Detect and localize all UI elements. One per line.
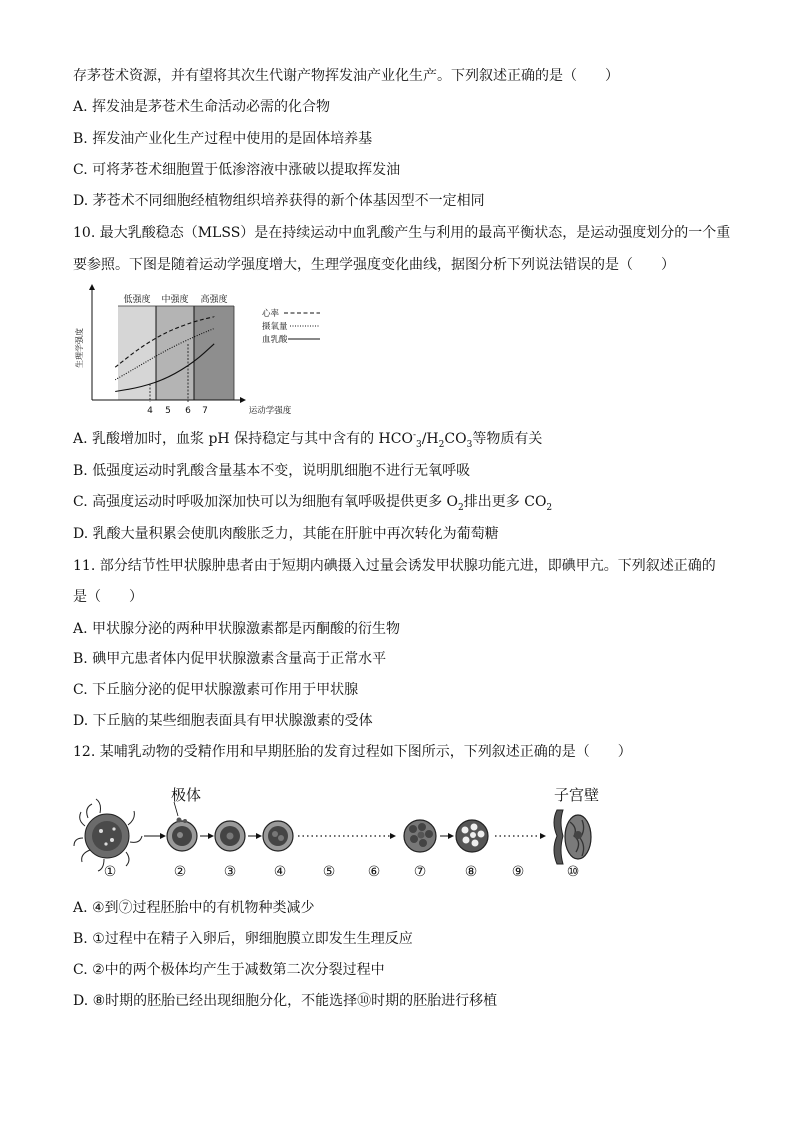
legend-lactate-label: 血乳酸 [262,335,288,345]
x-tick-4: 4 [147,406,153,416]
stage-label-5: ⑤ [322,864,336,880]
uterus-wall-label: 子宫壁 [554,786,600,804]
q12-embryo-figure [70,780,610,885]
y-axis-label: 生理学强度 [75,328,84,368]
x-tick-6: 6 [185,406,191,416]
x-tick-7: 7 [202,406,208,416]
dotted-arrow-4-7-head [390,833,396,839]
q11-option-c: C. 下丘脑分泌的促甲状腺激素可作用于甲状腺 [73,682,359,698]
q10-option-b: B. 低强度运动时乳酸含量基本不变，说明肌细胞不进行无氧呼吸 [73,463,471,479]
stage-3-cell [215,821,245,851]
dotted-arrow-8-10-head [540,833,546,839]
q9-option-b: B. 挥发油产业化生产过程中使用的是固体培养基 [73,131,373,147]
stage-label-2: ② [173,864,187,880]
y-axis-arrow [89,284,95,290]
q12-option-c: C. ②中的两个极体均产生于减数第二次分裂过程中 [73,962,385,978]
stage-label-10: ⑩ [566,864,580,880]
stage-2-zygote [167,818,197,852]
stage-4-cell [263,821,293,851]
polar-body-label: 极体 [171,786,202,804]
x-tick-5: 5 [165,406,171,416]
legend-oxygen-label: 摄氧量 [262,322,288,332]
q9-stem-tail: 存茅苍术资源，并有望将其次生代谢产物挥发油产业化生产。下列叙述正确的是（ ） [73,68,619,84]
q11-option-b: B. 碘甲亢患者体内促甲状腺激素含量高于正常水平 [73,651,387,667]
legend-heart-rate-label: 心率 [262,309,280,319]
q10-chart [72,284,332,420]
x-axis-arrow [240,397,246,403]
zone-label-high: 高强度 [200,295,228,305]
q10-option-d: D. 乳酸大量积累会使肌肉酸胀乏力，其能在肝脏中再次转化为葡萄糖 [73,526,499,542]
q11-stem-line2: 是（ ） [73,589,143,605]
polar-body-pointer [174,802,178,816]
q10-stem-line1: 10. 最大乳酸稳态（MLSS）是在持续运动中血乳酸产生与利用的最高平衡状态，是运动强度划分的一个重 [73,225,731,241]
stage-10-implantation [554,810,591,864]
arrow-3-4-head [256,833,262,839]
stage-1-fertilization [74,799,142,871]
arrow-1-2-head [160,833,166,839]
q11-option-d: D. 下丘脑的某些细胞表面具有甲状腺激素的受体 [73,713,373,729]
x-axis-label: 运动学强度 [248,406,292,416]
stage-label-6: ⑥ [367,864,381,880]
stage-labels [104,864,580,880]
stage-label-4: ④ [273,864,287,880]
stage-label-7: ⑦ [413,864,427,880]
arrow-2-3-head [208,833,214,839]
stage-8-blastocyst [456,820,488,852]
q11-option-a: A. 甲状腺分泌的两种甲状腺激素都是丙酮酸的衍生物 [73,621,401,637]
q9-option-d: D. 茅苍术不同细胞经植物组织培养获得的新个体基因型不一定相同 [73,193,485,209]
zone-label-mid: 中强度 [161,295,189,305]
stage-label-3: ③ [223,864,237,880]
stage-label-1: ① [103,864,117,880]
q10-option-a: A. 乳酸增加时，血浆 pH 保持稳定与其中含有的 $HCO^-_3/H_2CO_3$等物质有关 [73,430,543,450]
q10-stem-line2: 要参照。下图是随着运动学强度增大，生理学强度变化曲线，据图分析下列说法错误的是（ ） [73,257,675,273]
q12-stem: 12. 某哺乳动物的受精作用和早期胚胎的发育过程如下图所示，下列叙述正确的是（ ） [73,744,632,760]
q9-option-a: A. 挥发油是茅苍术生命活动必需的化合物 [73,99,331,115]
q12-option-a: A. ④到⑦过程胚胎中的有机物种类减少 [73,900,315,916]
stage-label-9: ⑨ [511,864,525,880]
zone-label-low: 低强度 [123,295,151,305]
q10-option-c: C. 高强度运动时呼吸加深加快可以为细胞有氧呼吸提供更多 $O_2$排出更多 $CO_2$ [73,494,553,513]
q11-stem-line1: 11. 部分结节性甲状腺肿患者由于短期内碘摄入过量会诱发甲状腺功能亢进，即碘甲亢。下列叙述正确的 [73,558,716,574]
q12-option-b: B. ①过程中在精子入卵后，卵细胞膜立即发生生理反应 [73,931,413,947]
q9-option-c: C. 可将茅苍术细胞置于低渗溶液中涨破以提取挥发油 [73,162,401,178]
q12-option-d: D. ⑧时期的胚胎已经出现细胞分化，不能选择⑩时期的胚胎进行移植 [73,993,498,1009]
stage-label-8: ⑧ [464,864,478,880]
stage-7-morula [404,820,436,852]
arrow-7-8-head [448,833,454,839]
